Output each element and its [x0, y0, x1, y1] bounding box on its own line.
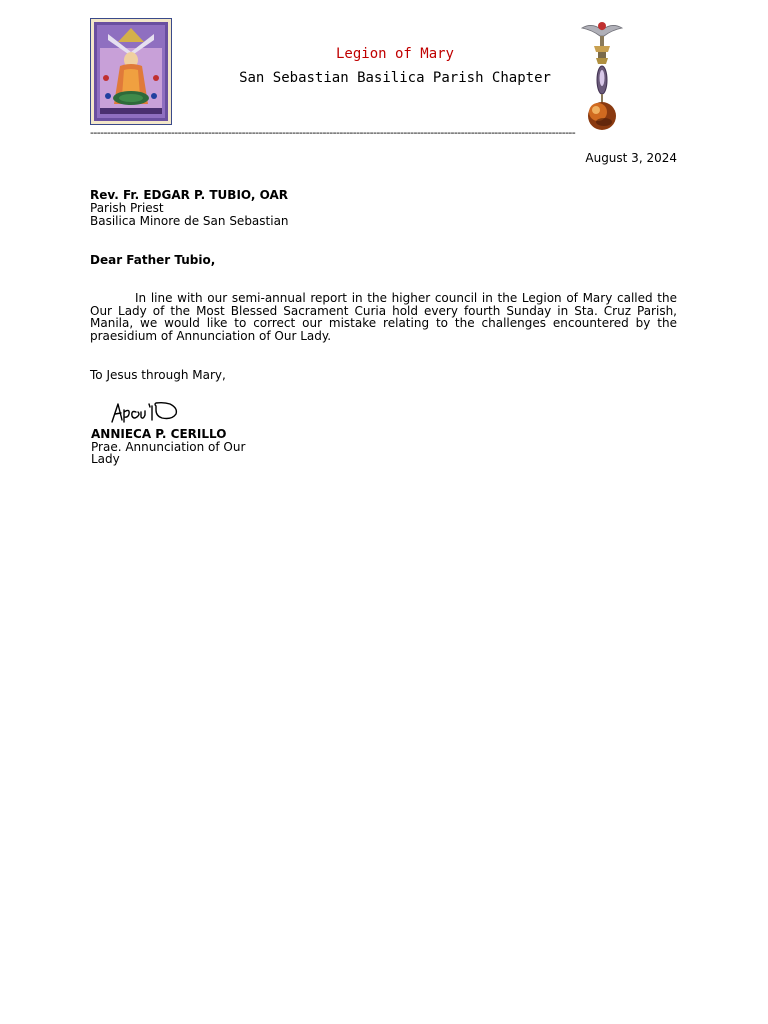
signer-title: Prae. Annunciation of Our Lady: [91, 439, 246, 466]
signer-block: [91, 428, 266, 466]
signer-name: ANNIECA P. CERILLO: [91, 427, 227, 441]
closing-line: To Jesus through Mary,: [90, 368, 226, 382]
letter-body: In line with our semi-annual report in the higher council in the Legion of Mary called the Our Lady of the Most Blessed Sacrament Curia hold every fourth Sunday in Sta. Cruz Parish, Manila, we would like to correct our mistake relating to the challenges encountered by the praesidium of Annunciation of Our Lady.: [90, 291, 677, 343]
letter-date: August 3, 2024: [585, 151, 677, 165]
recipient-name: Rev. Fr. EDGAR P. TUBIO, OAR: [90, 188, 288, 202]
chapter-subtitle: San Sebastian Basilica Parish Chapter: [239, 70, 551, 86]
header-divider: ------------------------------------------------------------------------------------------------------------------------------------------------: [90, 126, 576, 139]
organization-title: Legion of Mary: [335, 46, 454, 62]
madonna-icon: [90, 18, 172, 125]
vexillum-standard-icon: [574, 18, 630, 132]
salutation: Dear Father Tubio,: [90, 253, 216, 267]
recipient-position: Parish Priest: [90, 201, 164, 215]
handwritten-signature: [108, 398, 184, 426]
recipient-organization: Basilica Minore de San Sebastian: [90, 214, 289, 228]
recipient-block: [90, 189, 289, 228]
